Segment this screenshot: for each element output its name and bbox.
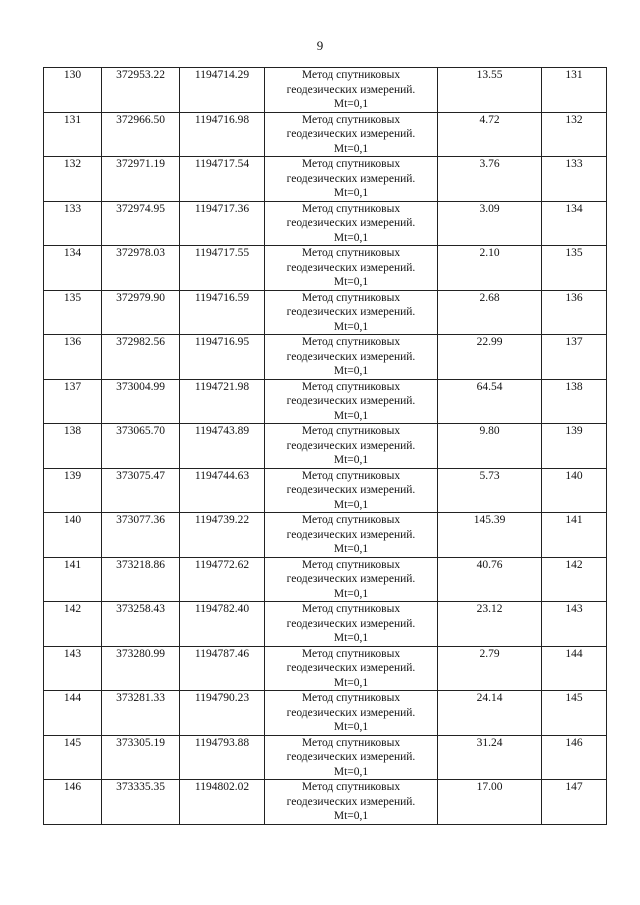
method-text-line3: Mt=0,1 xyxy=(333,98,369,110)
method-text-line2: геодезических измерений. xyxy=(286,172,416,185)
method-text-line1: Метод спутниковых xyxy=(301,69,401,81)
y-coordinate-cell: 1194716.98 xyxy=(180,112,265,157)
method-text-line1: Метод спутниковых xyxy=(301,425,401,437)
next-point-cell: 142 xyxy=(542,557,607,602)
method-cell xyxy=(265,735,438,780)
y-coordinate-cell: 1194790.23 xyxy=(180,691,265,736)
table-row xyxy=(44,780,607,825)
x-coordinate-cell: 373258.43 xyxy=(102,602,180,647)
next-point-cell: 146 xyxy=(542,735,607,780)
method-text-line3: Mt=0,1 xyxy=(333,543,369,555)
method-text-line3: Mt=0,1 xyxy=(333,721,369,733)
x-coordinate-cell: 372974.95 xyxy=(102,201,180,246)
table-row xyxy=(44,335,607,380)
next-point-cell: 132 xyxy=(542,112,607,157)
y-coordinate-cell: 1194714.29 xyxy=(180,68,265,113)
point-number-cell: 141 xyxy=(44,557,102,602)
method-text-line1: Метод спутниковых xyxy=(301,603,401,615)
method-text-line2: геодезических измерений. xyxy=(286,751,416,763)
distance-cell: 22.99 xyxy=(438,335,542,380)
point-number-cell: 146 xyxy=(44,780,102,825)
x-coordinate-cell: 372982.56 xyxy=(102,335,180,380)
x-coordinate-cell: 373281.33 xyxy=(102,691,180,736)
method-text-line3: Mt=0,1 xyxy=(333,632,369,644)
method-text-line2: геодезических измерений. xyxy=(286,662,416,674)
point-number-cell: 133 xyxy=(44,201,102,246)
next-point-cell: 141 xyxy=(542,513,607,558)
distance-cell: 31.24 xyxy=(438,735,542,780)
page-number: 9 xyxy=(316,38,324,53)
x-coordinate-cell: 372971.19 xyxy=(102,157,180,202)
y-coordinate-cell: 1194717.55 xyxy=(180,246,265,291)
y-coordinate-cell: 1194787.46 xyxy=(180,646,265,691)
method-cell xyxy=(265,379,438,424)
method-text-line2: геодезических измерений. xyxy=(286,395,416,407)
x-coordinate-cell: 373280.99 xyxy=(102,646,180,691)
method-text-line1: Метод спутниковых xyxy=(301,558,401,571)
method-text-line1: Метод спутниковых xyxy=(301,514,401,526)
y-coordinate-cell: 1194721.98 xyxy=(180,379,265,424)
table-row xyxy=(44,379,607,424)
distance-cell: 4.72 xyxy=(438,112,542,157)
method-text-line2: геодезических измерений. xyxy=(286,617,416,630)
next-point-cell: 135 xyxy=(542,246,607,291)
next-point-cell: 144 xyxy=(542,646,607,691)
next-point-cell: 136 xyxy=(542,290,607,335)
method-text-line2: геодезических измерений. xyxy=(286,706,416,719)
method-text-line3: Mt=0,1 xyxy=(333,765,369,778)
next-point-cell: 147 xyxy=(542,780,607,825)
table-row xyxy=(44,468,607,513)
method-text-line2: геодезических измерений. xyxy=(286,350,416,363)
method-text-line3: Mt=0,1 xyxy=(333,320,369,333)
next-point-cell: 133 xyxy=(542,157,607,202)
method-cell xyxy=(265,691,438,736)
method-text-line3: Mt=0,1 xyxy=(333,365,369,377)
distance-cell: 40.76 xyxy=(438,557,542,602)
method-text-line3: Mt=0,1 xyxy=(333,187,369,199)
method-text-line1: Метод спутниковых xyxy=(301,380,401,393)
y-coordinate-cell: 1194716.59 xyxy=(180,290,265,335)
distance-cell: 5.73 xyxy=(438,468,542,513)
next-point-cell: 134 xyxy=(542,201,607,246)
point-number-cell: 144 xyxy=(44,691,102,736)
next-point-cell: 138 xyxy=(542,379,607,424)
distance-cell: 3.09 xyxy=(438,201,542,246)
method-text-line1: Метод спутниковых xyxy=(301,736,401,749)
method-cell xyxy=(265,468,438,513)
method-text-line1: Метод спутниковых xyxy=(301,202,401,215)
table-row xyxy=(44,513,607,558)
y-coordinate-cell: 1194772.62 xyxy=(180,557,265,602)
point-number-cell: 143 xyxy=(44,646,102,691)
method-text-line1: Метод спутниковых xyxy=(301,158,401,170)
table-row xyxy=(44,602,607,647)
x-coordinate-cell: 372953.22 xyxy=(102,68,180,113)
y-coordinate-cell: 1194739.22 xyxy=(180,513,265,558)
method-text-line3: Mt=0,1 xyxy=(333,676,369,689)
x-coordinate-cell: 372979.90 xyxy=(102,290,180,335)
method-cell xyxy=(265,557,438,602)
table-row xyxy=(44,646,607,691)
point-number-cell: 136 xyxy=(44,335,102,380)
method-text-line2: геодезических измерений. xyxy=(286,306,416,318)
method-text-line1: Метод спутниковых xyxy=(301,469,401,482)
x-coordinate-cell: 372978.03 xyxy=(102,246,180,291)
x-coordinate-cell: 373004.99 xyxy=(102,379,180,424)
table-row xyxy=(44,246,607,291)
method-text-line1: Метод спутниковых xyxy=(301,781,401,793)
point-number-cell: 138 xyxy=(44,424,102,469)
y-coordinate-cell: 1194802.02 xyxy=(180,780,265,825)
next-point-cell: 131 xyxy=(542,68,607,113)
method-text-line2: геодезических измерений. xyxy=(286,83,416,96)
y-coordinate-cell: 1194793.88 xyxy=(180,735,265,780)
point-number-cell: 142 xyxy=(44,602,102,647)
method-cell xyxy=(265,335,438,380)
method-cell xyxy=(265,646,438,691)
table-row xyxy=(44,112,607,157)
method-text-line3: Mt=0,1 xyxy=(333,587,369,600)
point-number-cell: 137 xyxy=(44,379,102,424)
point-number-cell: 145 xyxy=(44,735,102,780)
x-coordinate-cell: 373335.35 xyxy=(102,780,180,825)
table-row xyxy=(44,290,607,335)
table-row xyxy=(44,691,607,736)
method-cell xyxy=(265,290,438,335)
method-text-line2: геодезических измерений. xyxy=(286,128,416,140)
point-number-cell: 135 xyxy=(44,290,102,335)
x-coordinate-cell: 373065.70 xyxy=(102,424,180,469)
table-row xyxy=(44,735,607,780)
distance-cell: 2.79 xyxy=(438,646,542,691)
table-row xyxy=(44,68,607,113)
method-text-line3: Mt=0,1 xyxy=(333,142,369,155)
table-row xyxy=(44,557,607,602)
x-coordinate-cell: 373077.36 xyxy=(102,513,180,558)
x-coordinate-cell: 373218.86 xyxy=(102,557,180,602)
method-text-line1: Метод спутниковых xyxy=(301,247,401,259)
distance-cell: 17.00 xyxy=(438,780,542,825)
distance-cell: 23.12 xyxy=(438,602,542,647)
method-text-line3: Mt=0,1 xyxy=(333,454,369,466)
method-text-line3: Mt=0,1 xyxy=(333,498,369,511)
method-cell xyxy=(265,780,438,825)
method-text-line2: геодезических измерений. xyxy=(286,528,416,541)
point-number-cell: 130 xyxy=(44,68,102,113)
table-row xyxy=(44,201,607,246)
method-text-line2: геодезических измерений. xyxy=(286,217,416,229)
method-cell xyxy=(265,424,438,469)
y-coordinate-cell: 1194782.40 xyxy=(180,602,265,647)
method-text-line1: Метод спутниковых xyxy=(301,647,401,660)
method-text-line3: Mt=0,1 xyxy=(333,409,369,422)
method-cell xyxy=(265,68,438,113)
method-text-line1: Метод спутниковых xyxy=(301,113,401,126)
y-coordinate-cell: 1194717.36 xyxy=(180,201,265,246)
y-coordinate-cell: 1194743.89 xyxy=(180,424,265,469)
y-coordinate-cell: 1194716.95 xyxy=(180,335,265,380)
distance-cell: 2.68 xyxy=(438,290,542,335)
method-text-line2: геодезических измерений. xyxy=(286,573,416,585)
method-text-line2: геодезических измерений. xyxy=(286,439,416,452)
point-number-cell: 131 xyxy=(44,112,102,157)
x-coordinate-cell: 373075.47 xyxy=(102,468,180,513)
method-cell xyxy=(265,112,438,157)
next-point-cell: 143 xyxy=(542,602,607,647)
method-text-line3: Mt=0,1 xyxy=(333,231,369,244)
method-text-line3: Mt=0,1 xyxy=(333,810,369,822)
method-text-line1: Метод спутниковых xyxy=(301,336,401,348)
distance-cell: 145.39 xyxy=(438,513,542,558)
x-coordinate-cell: 372966.50 xyxy=(102,112,180,157)
distance-cell: 64.54 xyxy=(438,379,542,424)
x-coordinate-cell: 373305.19 xyxy=(102,735,180,780)
next-point-cell: 140 xyxy=(542,468,607,513)
method-text-line3: Mt=0,1 xyxy=(333,276,369,288)
distance-cell: 24.14 xyxy=(438,691,542,736)
method-text-line1: Метод спутниковых xyxy=(301,692,401,704)
table-row xyxy=(44,424,607,469)
distance-cell: 13.55 xyxy=(438,68,542,113)
point-number-cell: 139 xyxy=(44,468,102,513)
method-cell xyxy=(265,157,438,202)
method-text-line2: геодезических измерений. xyxy=(286,484,416,496)
point-number-cell: 134 xyxy=(44,246,102,291)
method-text-line2: геодезических измерений. xyxy=(286,261,416,274)
method-cell xyxy=(265,246,438,291)
point-number-cell: 140 xyxy=(44,513,102,558)
distance-cell: 2.10 xyxy=(438,246,542,291)
y-coordinate-cell: 1194744.63 xyxy=(180,468,265,513)
method-cell xyxy=(265,201,438,246)
next-point-cell: 139 xyxy=(542,424,607,469)
point-number-cell: 132 xyxy=(44,157,102,202)
next-point-cell: 137 xyxy=(542,335,607,380)
method-cell xyxy=(265,602,438,647)
method-text-line1: Метод спутниковых xyxy=(301,291,401,304)
table-row xyxy=(44,157,607,202)
distance-cell: 3.76 xyxy=(438,157,542,202)
table-body xyxy=(44,68,607,825)
coordinates-table xyxy=(43,67,607,825)
next-point-cell: 145 xyxy=(542,691,607,736)
method-cell xyxy=(265,513,438,558)
y-coordinate-cell: 1194717.54 xyxy=(180,157,265,202)
method-text-line2: геодезических измерений. xyxy=(286,795,416,808)
distance-cell: 9.80 xyxy=(438,424,542,469)
